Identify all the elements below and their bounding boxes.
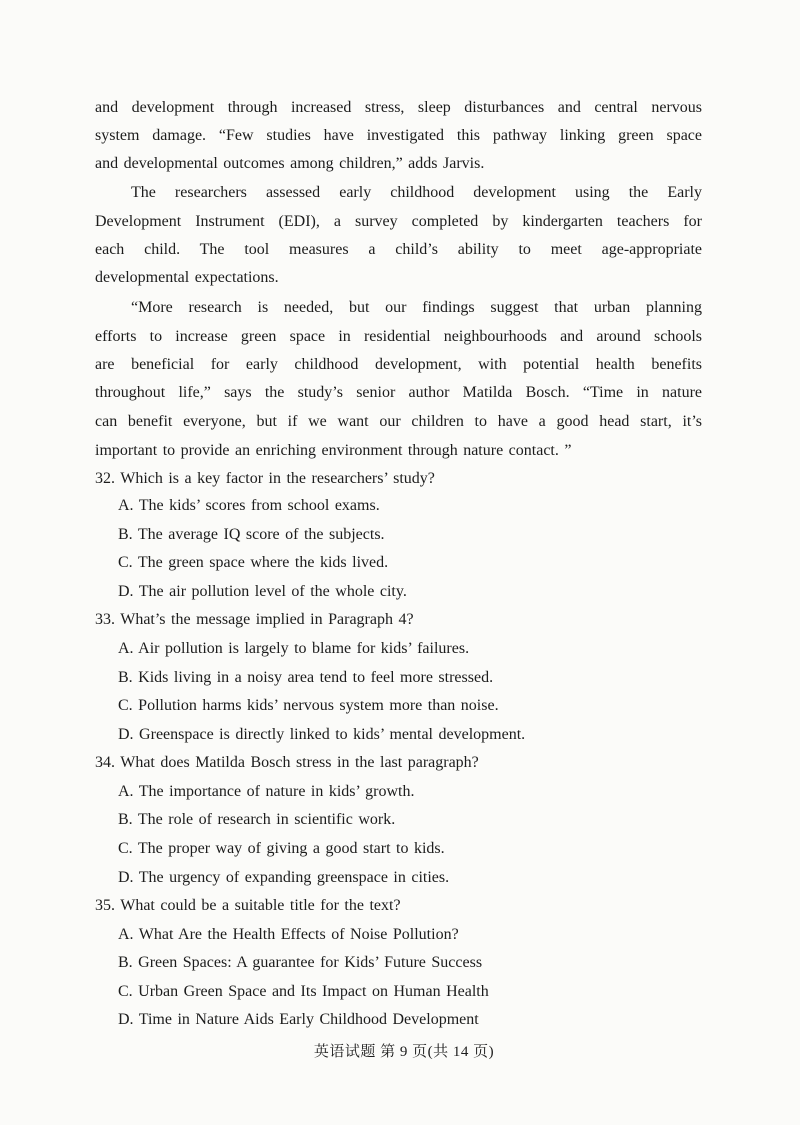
answer-option: B. Kids living in a noisy area tend to feel more stressed. <box>118 669 494 686</box>
passage-line: efforts to increase green space in residential neighbourhoods and around schools <box>95 328 702 345</box>
answer-option: B. Green Spaces: A guarantee for Kids’ Future Success <box>118 954 483 971</box>
passage-line: throughout life,” says the study’s senior author Matilda Bosch. “Time in nature <box>95 384 702 401</box>
passage-line: important to provide an enriching environment through nature contact. ” <box>95 442 572 459</box>
answer-option: A. The importance of nature in kids’ growth. <box>118 783 415 800</box>
passage-line: developmental expectations. <box>95 269 279 286</box>
answer-option: A. What Are the Health Effects of Noise Pollution? <box>118 926 459 943</box>
question-stem: 34. What does Matilda Bosch stress in the last paragraph? <box>95 754 479 771</box>
answer-option: C. Pollution harms kids’ nervous system more than noise. <box>118 697 499 714</box>
answer-option: C. The green space where the kids lived. <box>118 554 389 571</box>
passage-line: “More research is needed, but our findings suggest that urban planning <box>131 299 702 316</box>
passage-line: and developmental outcomes among children,” adds Jarvis. <box>95 155 485 172</box>
passage-line: Development Instrument (EDI), a survey completed by kindergarten teachers for <box>95 213 702 230</box>
answer-option: C. The proper way of giving a good start to kids. <box>118 840 445 857</box>
question-stem: 32. Which is a key factor in the researchers’ study? <box>95 470 435 487</box>
answer-option: D. The urgency of expanding greenspace in cities. <box>118 869 450 886</box>
answer-option: A. Air pollution is largely to blame for kids’ failures. <box>118 640 470 657</box>
answer-option: B. The role of research in scientific work. <box>118 811 396 828</box>
passage-line: and development through increased stress, sleep disturbances and central nervous <box>95 99 702 116</box>
answer-option: D. Time in Nature Aids Early Childhood Development <box>118 1011 479 1028</box>
answer-option: A. The kids’ scores from school exams. <box>118 497 380 514</box>
answer-option: D. Greenspace is directly linked to kids’ mental development. <box>118 726 526 743</box>
passage-line: each child. The tool measures a child’s ability to meet age-appropriate <box>95 241 702 258</box>
page-footer: 英语试题 第 9 页(共 14 页) <box>313 1044 495 1060</box>
question-stem: 33. What’s the message implied in Paragraph 4? <box>95 611 414 628</box>
passage-line: can benefit everyone, but if we want our children to have a good head start, it’s <box>95 413 702 430</box>
answer-option: B. The average IQ score of the subjects. <box>118 526 385 543</box>
passage-line: are beneficial for early childhood development, with potential health benefits <box>95 356 702 373</box>
question-stem: 35. What could be a suitable title for the text? <box>95 897 401 914</box>
answer-option: D. The air pollution level of the whole city. <box>118 583 407 600</box>
passage-line: system damage. “Few studies have investigated this pathway linking green space <box>95 127 702 144</box>
answer-option: C. Urban Green Space and Its Impact on Human Health <box>118 983 489 1000</box>
passage-line: The researchers assessed early childhood development using the Early <box>131 184 702 201</box>
